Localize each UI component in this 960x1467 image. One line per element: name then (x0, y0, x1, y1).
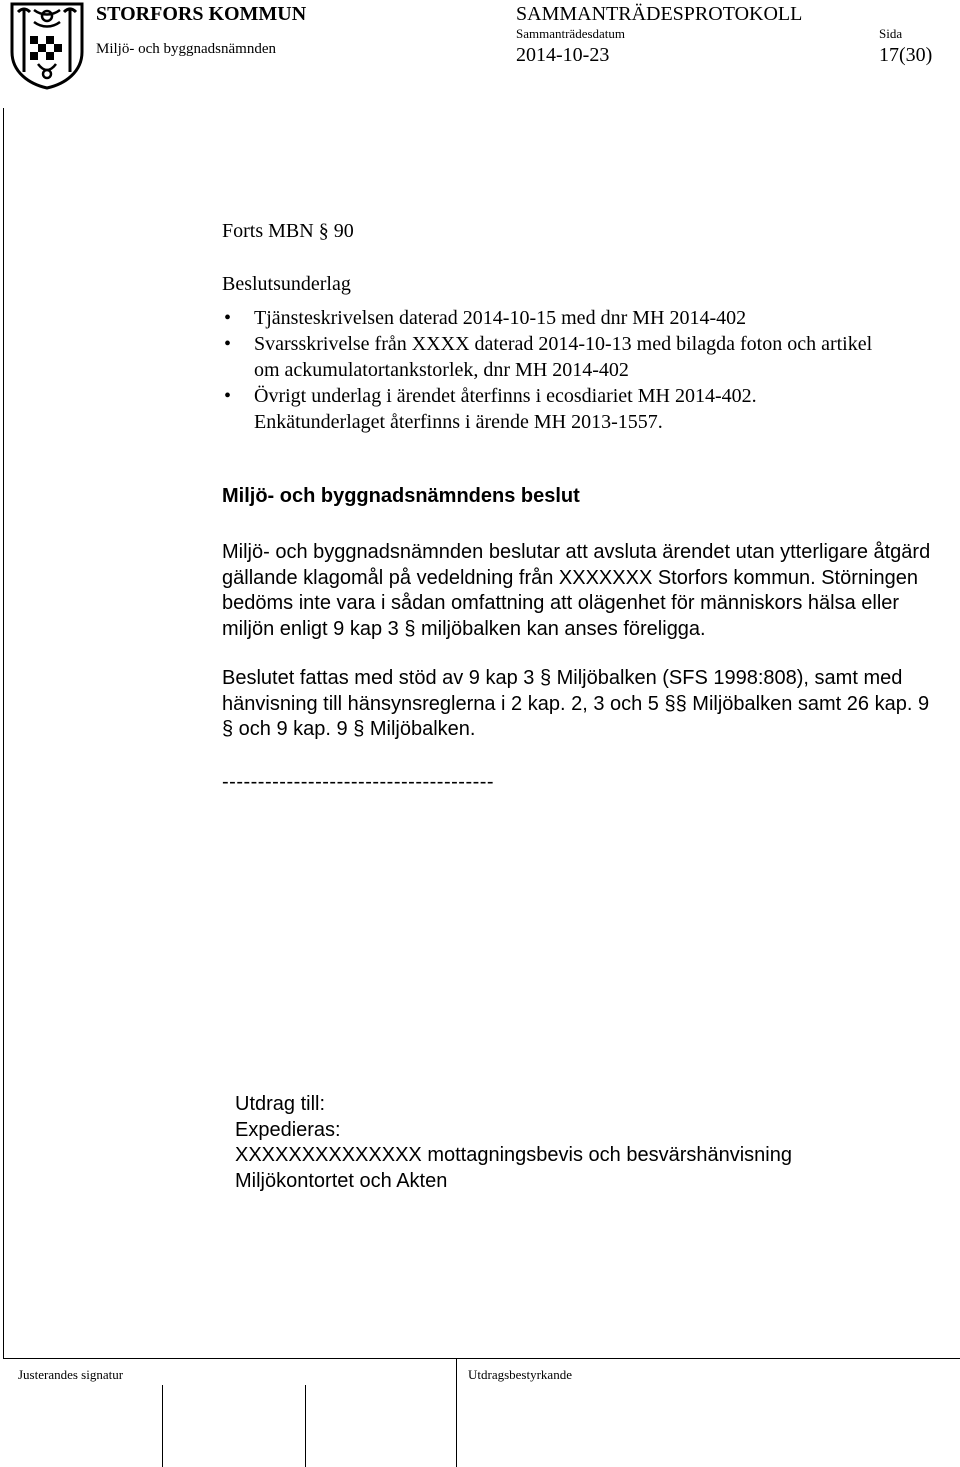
bullet-icon: • (224, 333, 232, 355)
document-type: SAMMANTRÄDESPROTOKOLL (516, 3, 803, 25)
paragraph-line: Miljö- och byggnadsnämnden beslutar att avsluta ärendet utan ytterligare åtgärd (222, 541, 931, 563)
list-item-text: Svarsskrivelse från XXXX daterad 2014-10-13 med bilagda foton och artikel (254, 333, 873, 355)
footer-rule (3, 1358, 960, 1359)
list-item-text: om ackumulatortankstorlek, dnr MH 2014-402 (254, 359, 629, 381)
organization-name: STORFORS KOMMUN (96, 3, 307, 25)
distribution-line: Utdrag till: (235, 1093, 326, 1115)
page-label: Sida (879, 26, 903, 41)
list-item-text: Tjänsteskrivelsen daterad 2014-10-15 med dnr MH 2014-402 (254, 307, 747, 329)
distribution-line: XXXXXXXXXXXXXX mottagningsbevis och besvärshänvisning (235, 1144, 792, 1166)
distribution-block (235, 1092, 792, 1194)
meeting-date-label: Sammanträdesdatum (516, 26, 626, 41)
bullet-icon: • (224, 307, 232, 329)
paragraph-line: Beslutet fattas med stöd av 9 kap 3 § Miljöbalken (SFS 1998:808), samt med (222, 667, 903, 689)
list-item (222, 383, 872, 435)
section-reference: Forts MBN § 90 (222, 220, 354, 242)
signature-box-divider-1 (162, 1385, 163, 1467)
decision-paragraph (222, 540, 930, 642)
signature-label: Justerandes signatur (18, 1367, 124, 1382)
list-item-text: Enkätunderlaget återfinns i ärende MH 2013-1557. (254, 411, 663, 433)
decision-basis-list (222, 305, 872, 435)
decision-heading: Miljö- och byggnadsnämndens beslut (222, 485, 580, 507)
paragraph-line: gällande klagomål på vedeldning från XXXXXXX Storfors kommun. Störningen (222, 566, 918, 589)
meeting-date-value: 2014-10-23 (516, 44, 610, 66)
signature-box-divider-2 (305, 1385, 306, 1467)
list-item (222, 331, 872, 383)
signature-box-divider-3 (456, 1358, 457, 1467)
municipality-coat-of-arms-logo (10, 2, 84, 90)
bullet-icon: • (224, 385, 232, 407)
section-separator: -------------------------------------- (222, 771, 495, 793)
list-item (222, 305, 872, 331)
committee-name: Miljö- och byggnadsnämnden (96, 41, 276, 57)
paragraph-line: miljön enligt 9 kap 3 § miljöbalken kan anses föreligga. (222, 617, 706, 640)
list-item-text: Övrigt underlag i ärendet återfinns i ecosdiariet MH 2014-402. (254, 385, 757, 407)
distribution-line: Miljökontortet och Akten (235, 1169, 448, 1192)
decision-basis-heading: Beslutsunderlag (222, 273, 351, 295)
paragraph-line: bedöms inte vara i sådan omfattning att olägenhet för människors hälsa eller (222, 592, 900, 614)
extract-certification-label: Utdragsbestyrkande (468, 1367, 572, 1382)
legal-basis-paragraph (222, 666, 929, 743)
page-number: 17(30) (879, 44, 933, 66)
paragraph-line: hänvisning till hänsynsreglerna i 2 kap. 2, 3 och 5 §§ Miljöbalken samt 26 kap. 9 (222, 692, 930, 715)
paragraph-line: § och 9 kap. 9 § Miljöbalken. (222, 718, 476, 740)
left-margin-rule (3, 108, 4, 1358)
distribution-line: Expedieras: (235, 1118, 341, 1141)
